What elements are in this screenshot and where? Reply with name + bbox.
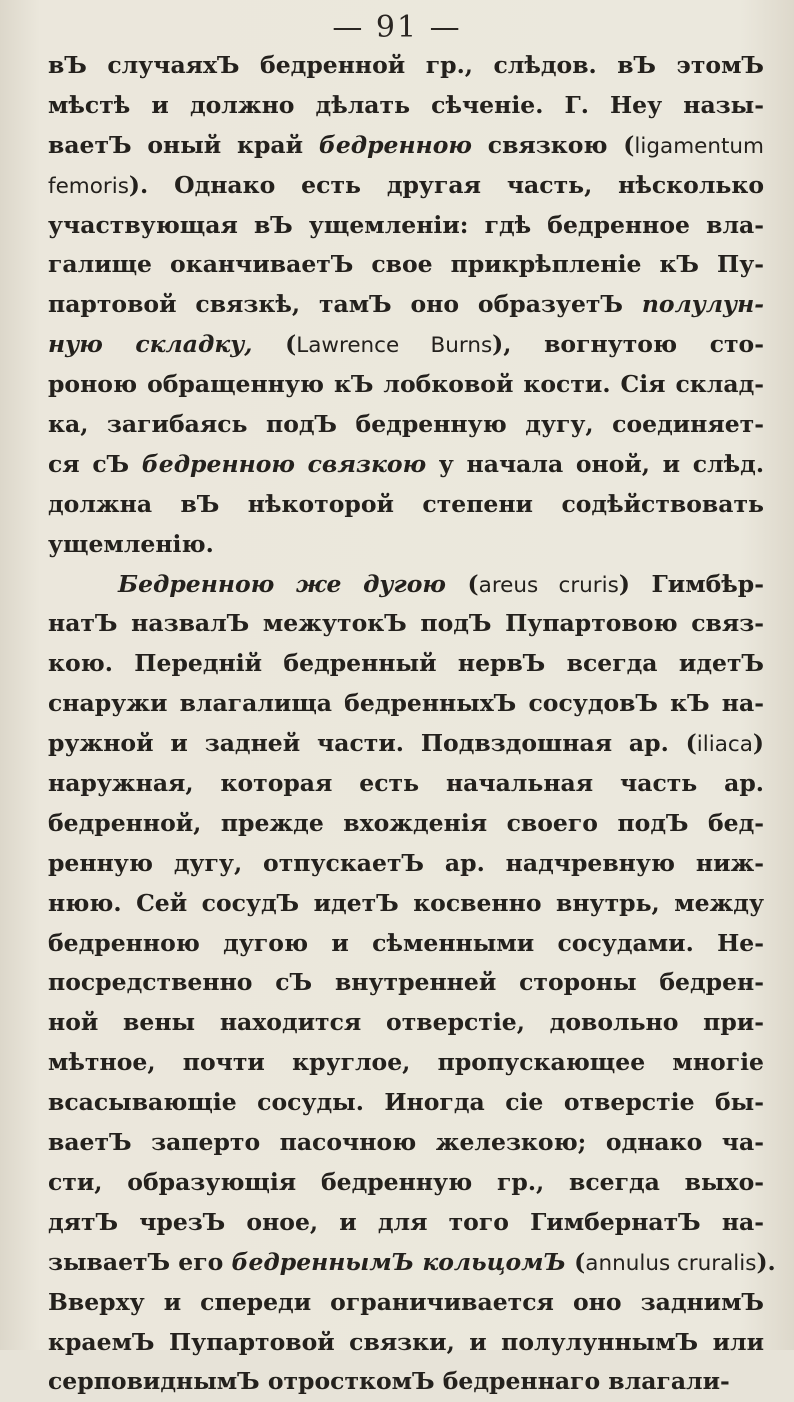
text-run: ной вены находится отверстіе, довольно при- <box>48 1008 764 1037</box>
italic-term: бедреннымЪ кольцомЪ <box>231 1247 566 1276</box>
text-run: ). <box>756 1247 776 1276</box>
latin-term: areus cruris <box>478 572 619 598</box>
text-run: ся сЪ <box>48 449 142 478</box>
body-text <box>48 46 776 1402</box>
text-run: ). Однако есть другая часть, нѣсколько <box>128 170 764 199</box>
text-run: всасывающіе сосуды. Иногда сіе отверстіе бы- <box>48 1088 764 1117</box>
text-line <box>48 365 764 405</box>
text-run: ка, загибаясь подЪ бедренную дугу, соединяет- <box>48 410 764 439</box>
text-line <box>48 1323 764 1363</box>
text-run: связкою ( <box>471 130 635 159</box>
text-line <box>48 1043 764 1083</box>
text-run: наружная, которая есть начальная часть ар. <box>48 769 764 798</box>
text-run: краемЪ Пупартовой связки, и полулуннымЪ или <box>48 1327 764 1356</box>
text-line <box>48 245 764 285</box>
text-line <box>48 166 764 206</box>
text-run: ущемленію. <box>48 529 214 558</box>
italic-term: Бедренною же дугою <box>118 569 446 598</box>
text-run: партовой связкѣ, тамЪ оно образуетЪ <box>48 290 642 319</box>
text-run: у начала оной, и слѣд. <box>426 449 764 478</box>
latin-term: iliaca <box>696 732 753 758</box>
text-line <box>48 1283 764 1323</box>
text-line <box>48 405 764 445</box>
text-line <box>48 325 764 365</box>
text-line <box>48 126 764 166</box>
text-run: зываетЪ его <box>48 1247 232 1276</box>
italic-term: ную складку, <box>48 330 253 359</box>
text-run: роною обращенную кЪ лобковой кости. Сія склад- <box>48 370 764 399</box>
text-line <box>48 884 764 924</box>
page-number: — 91 — <box>332 10 462 45</box>
latin-term: ligamentum <box>634 133 764 159</box>
text-run: кою. Передній бедренный нервЪ всегда идетЪ <box>48 649 764 678</box>
text-line <box>48 1003 764 1043</box>
text-run: ( <box>252 330 297 359</box>
text-line <box>48 604 764 644</box>
text-run: ( <box>565 1247 586 1276</box>
text-line <box>48 206 764 246</box>
text-line <box>48 1123 764 1163</box>
text-run: дятЪ чрезЪ оное, и для того ГимбернатЪ на- <box>48 1207 764 1236</box>
text-run: должна вЪ нѣкоторой степени содѣйствовать <box>48 489 764 518</box>
text-run: Вверху и спереди ограничивается оно заднимЪ <box>48 1287 764 1316</box>
text-line <box>48 963 764 1003</box>
text-line <box>48 445 764 485</box>
text-line <box>48 285 764 325</box>
text-line <box>48 724 764 764</box>
text-line <box>48 844 764 884</box>
text-run: посредственно сЪ внутренней стороны бедрен- <box>48 968 764 997</box>
text-line <box>48 684 764 724</box>
text-run: сти, образующія бедренную гр., всегда выхо- <box>48 1167 764 1196</box>
text-run: бедренною дугою и сѣменными сосудами. Не- <box>48 928 764 957</box>
italic-term: бедренною связкою <box>141 449 427 478</box>
text-line <box>48 86 764 126</box>
text-run: нюю. Сей сосудЪ идетЪ косвенно внутрь, между <box>48 888 764 917</box>
text-run: мѣстѣ и должно дѣлать сѣченіе. Г. Неу назы- <box>48 90 764 119</box>
text-line <box>48 644 764 684</box>
text-run: ваетЪ заперто пасочною железкою; однако ча- <box>48 1128 764 1157</box>
text-line <box>48 565 764 605</box>
text-line <box>48 924 764 964</box>
text-run: галище оканчиваетЪ свое прикрѣпленіе кЪ Пу- <box>48 250 764 279</box>
text-run: ружной и задней части. Подвздошная ар. ( <box>48 729 697 758</box>
text-run: ( <box>445 569 479 598</box>
text-line <box>48 1362 764 1402</box>
italic-term: бедренною <box>318 130 472 159</box>
text-run: снаружи влагалища бедренныхЪ сосудовЪ кЪ на- <box>48 689 764 718</box>
latin-term: annulus cruralis <box>585 1250 757 1276</box>
text-run: мѣтное, почти круглое, пропускающее многіе <box>48 1048 764 1077</box>
text-run: натЪ назвалЪ межутокЪ подЪ Пупартовою связ- <box>48 609 764 638</box>
text-line <box>48 764 764 804</box>
text-line <box>48 525 764 565</box>
text-run: ) Гимбѣр- <box>618 569 764 598</box>
text-run: вЪ случаяхЪ бедренной гр., слѣдов. вЪ этомЪ <box>48 51 764 79</box>
text-line <box>48 1163 764 1203</box>
text-run: ) <box>752 729 764 758</box>
text-line <box>48 1243 776 1283</box>
text-line <box>48 804 764 844</box>
text-run: ваетЪ оный край <box>48 130 319 159</box>
text-line <box>48 485 764 525</box>
text-run: ренную дугу, отпускаетЪ ар. надчревную ниж- <box>48 848 764 877</box>
text-run: участвующая вЪ ущемленіи: гдѣ бедренное вла- <box>48 210 764 239</box>
text-line <box>48 46 764 86</box>
text-line <box>48 1083 764 1123</box>
latin-term: femoris <box>48 173 129 199</box>
text-run: ), вогнутою сто- <box>492 330 764 359</box>
latin-term: Lawrence Burns <box>296 333 493 359</box>
text-run: бедренной, прежде вхожденія своего подЪ бед- <box>48 808 764 837</box>
text-line <box>48 1203 764 1243</box>
italic-term: полулун- <box>641 290 764 319</box>
text-run: серповиднымЪ отросткомЪ бедреннаго влагали- <box>48 1367 730 1396</box>
